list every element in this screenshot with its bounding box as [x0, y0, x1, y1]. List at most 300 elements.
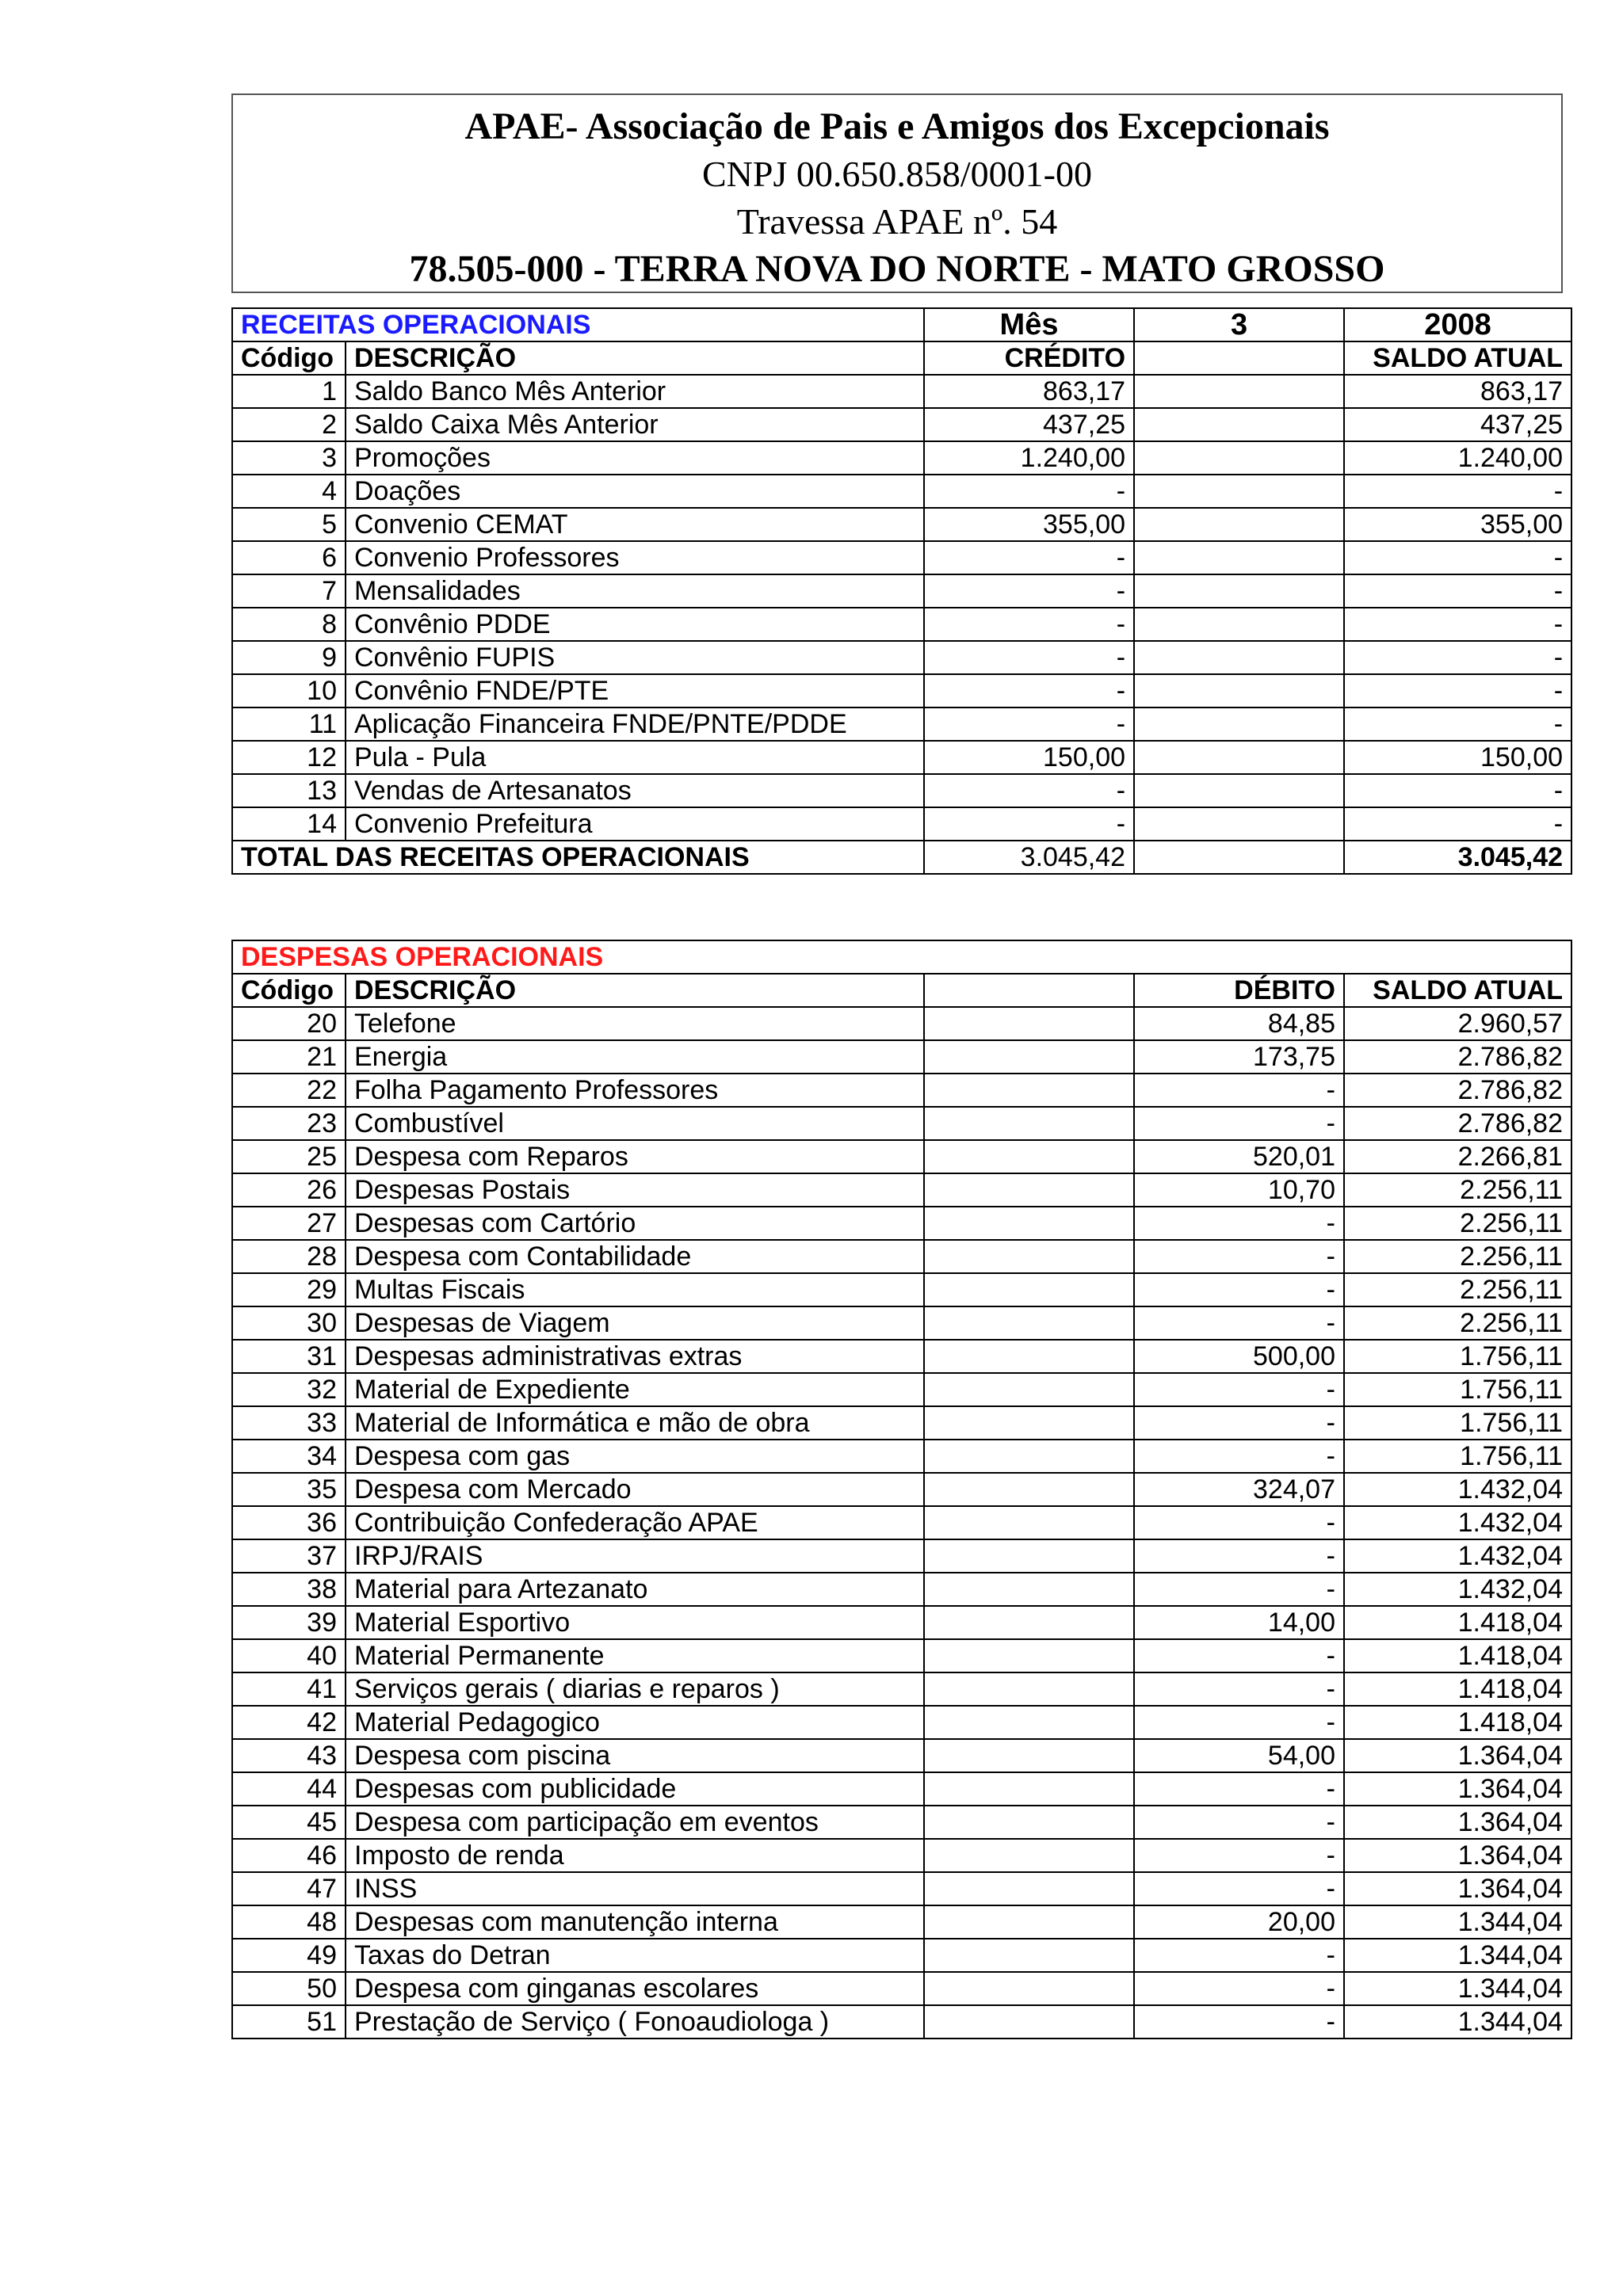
descricao-cell: Taxas do Detran: [346, 1939, 924, 1972]
descricao-cell: Despesa com piscina: [346, 1739, 924, 1772]
debito-cell: -: [1134, 1273, 1344, 1306]
descricao-cell: Prestação de Serviço ( Fonoaudiologa ): [346, 2005, 924, 2039]
debito-cell: 84,85: [1134, 1007, 1344, 1040]
descricao-cell: Combustível: [346, 1107, 924, 1140]
empty-cell: [924, 1506, 1134, 1539]
saldo-cell: 1.364,04: [1344, 1839, 1571, 1872]
codigo-cell: 5: [232, 508, 346, 541]
debito-cell: -: [1134, 1672, 1344, 1706]
descricao-cell: Despesas Postais: [346, 1173, 924, 1207]
empty-cell: [1134, 408, 1344, 441]
empty-cell: [924, 1207, 1134, 1240]
credito-cell: -: [924, 541, 1134, 574]
saldo-cell: 1.432,04: [1344, 1573, 1571, 1606]
saldo-cell: 1.344,04: [1344, 1905, 1571, 1939]
codigo-cell: 45: [232, 1806, 346, 1839]
table-row: [232, 1905, 1571, 1939]
saldo-cell: 355,00: [1344, 508, 1571, 541]
codigo-cell: 33: [232, 1406, 346, 1440]
saldo-cell: 437,25: [1344, 408, 1571, 441]
table-row: [232, 1573, 1571, 1606]
descricao-cell: Convenio Professores: [346, 541, 924, 574]
debito-cell: -: [1134, 1939, 1344, 1972]
table-row: [232, 1340, 1571, 1373]
empty-cell: [924, 1606, 1134, 1639]
saldo-cell: 2.266,81: [1344, 1140, 1571, 1173]
credito-cell: -: [924, 475, 1134, 508]
col-saldo: SALDO ATUAL: [1344, 974, 1571, 1007]
debito-cell: -: [1134, 1539, 1344, 1573]
descricao-cell: Convênio PDDE: [346, 608, 924, 641]
saldo-cell: 1.418,04: [1344, 1672, 1571, 1706]
saldo-cell: -: [1344, 674, 1571, 707]
empty-cell: [1134, 475, 1344, 508]
empty-cell: [924, 1839, 1134, 1872]
total-label: TOTAL DAS RECEITAS OPERACIONAIS: [232, 841, 924, 874]
empty-cell: [924, 1040, 1134, 1074]
empty-cell: [924, 1739, 1134, 1772]
descricao-cell: Saldo Banco Mês Anterior: [346, 375, 924, 408]
empty-cell: [924, 1107, 1134, 1140]
empty-cell: [924, 1806, 1134, 1839]
descricao-cell: Despesas com publicidade: [346, 1772, 924, 1806]
debito-cell: -: [1134, 1573, 1344, 1606]
table-row: [232, 1972, 1571, 2005]
empty-cell: [924, 1972, 1134, 2005]
table-row: [232, 1606, 1571, 1639]
codigo-cell: 31: [232, 1340, 346, 1373]
table-row: [232, 2005, 1571, 2039]
table-row: [232, 1107, 1571, 1140]
codigo-cell: 25: [232, 1140, 346, 1173]
saldo-cell: -: [1344, 807, 1571, 841]
empty-cell: [924, 1473, 1134, 1506]
credito-cell: 1.240,00: [924, 441, 1134, 475]
saldo-cell: 1.756,11: [1344, 1340, 1571, 1373]
descricao-cell: Saldo Caixa Mês Anterior: [346, 408, 924, 441]
codigo-cell: 13: [232, 774, 346, 807]
debito-cell: -: [1134, 1240, 1344, 1273]
total-credito: 3.045,42: [924, 841, 1134, 874]
table-row: [232, 674, 1571, 707]
month-label: Mês: [924, 308, 1134, 341]
empty-cell: [924, 1074, 1134, 1107]
saldo-cell: 1.364,04: [1344, 1739, 1571, 1772]
codigo-cell: 26: [232, 1173, 346, 1207]
table-row: [232, 1872, 1571, 1905]
credito-cell: -: [924, 807, 1134, 841]
codigo-cell: 36: [232, 1506, 346, 1539]
empty-cell: [924, 1373, 1134, 1406]
saldo-cell: 1.418,04: [1344, 1639, 1571, 1672]
receitas-table: [231, 307, 1572, 875]
descricao-cell: Despesa com gas: [346, 1440, 924, 1473]
descricao-cell: Imposto de renda: [346, 1839, 924, 1872]
empty-cell: [924, 1706, 1134, 1739]
debito-cell: -: [1134, 1406, 1344, 1440]
codigo-cell: 22: [232, 1074, 346, 1107]
debito-cell: 173,75: [1134, 1040, 1344, 1074]
empty-cell: [924, 2005, 1134, 2039]
empty-cell: [1134, 841, 1344, 874]
credito-cell: -: [924, 574, 1134, 608]
descricao-cell: Doações: [346, 475, 924, 508]
descricao-cell: Material de Informática e mão de obra: [346, 1406, 924, 1440]
debito-cell: -: [1134, 1440, 1344, 1473]
descricao-cell: Convênio FUPIS: [346, 641, 924, 674]
credito-cell: -: [924, 774, 1134, 807]
codigo-cell: 28: [232, 1240, 346, 1273]
empty-cell: [1134, 375, 1344, 408]
saldo-cell: 1.432,04: [1344, 1473, 1571, 1506]
empty-cell: [924, 1939, 1134, 1972]
codigo-cell: 10: [232, 674, 346, 707]
debito-cell: -: [1134, 1306, 1344, 1340]
table-row: [232, 1539, 1571, 1573]
codigo-cell: 48: [232, 1905, 346, 1939]
empty-cell: [1134, 341, 1344, 375]
table-row: [232, 1240, 1571, 1273]
codigo-cell: 27: [232, 1207, 346, 1240]
table-row: [232, 641, 1571, 674]
saldo-cell: -: [1344, 541, 1571, 574]
table-row: [232, 1040, 1571, 1074]
table-row: [232, 1306, 1571, 1340]
saldo-cell: 1.344,04: [1344, 1939, 1571, 1972]
codigo-cell: 38: [232, 1573, 346, 1606]
table-row: [232, 1373, 1571, 1406]
debito-cell: 500,00: [1134, 1340, 1344, 1373]
descricao-cell: Convenio CEMAT: [346, 508, 924, 541]
empty-cell: [1134, 608, 1344, 641]
credito-cell: 355,00: [924, 508, 1134, 541]
codigo-cell: 34: [232, 1440, 346, 1473]
table-row: [232, 1007, 1571, 1040]
table-row: [232, 541, 1571, 574]
table-row: [232, 375, 1571, 408]
codigo-cell: 1: [232, 375, 346, 408]
empty-cell: [924, 1772, 1134, 1806]
empty-cell: [924, 1872, 1134, 1905]
debito-cell: -: [1134, 1373, 1344, 1406]
credito-cell: 150,00: [924, 741, 1134, 774]
debito-cell: 54,00: [1134, 1739, 1344, 1772]
codigo-cell: 29: [232, 1273, 346, 1306]
table-row: [232, 1939, 1571, 1972]
descricao-cell: Despesas com manutenção interna: [346, 1905, 924, 1939]
empty-cell: [924, 1539, 1134, 1573]
debito-cell: 10,70: [1134, 1173, 1344, 1207]
credito-cell: 437,25: [924, 408, 1134, 441]
empty-cell: [924, 1173, 1134, 1207]
codigo-cell: 41: [232, 1672, 346, 1706]
codigo-cell: 32: [232, 1373, 346, 1406]
codigo-cell: 44: [232, 1772, 346, 1806]
saldo-cell: 2.256,11: [1344, 1207, 1571, 1240]
address: Travessa APAE nº. 54: [736, 201, 1058, 242]
debito-cell: -: [1134, 1639, 1344, 1672]
codigo-cell: 20: [232, 1007, 346, 1040]
saldo-cell: 2.256,11: [1344, 1240, 1571, 1273]
empty-cell: [924, 1573, 1134, 1606]
descricao-cell: INSS: [346, 1872, 924, 1905]
codigo-cell: 39: [232, 1606, 346, 1639]
debito-cell: -: [1134, 1107, 1344, 1140]
debito-cell: -: [1134, 2005, 1344, 2039]
descricao-cell: Material Esportivo: [346, 1606, 924, 1639]
codigo-cell: 9: [232, 641, 346, 674]
saldo-cell: -: [1344, 574, 1571, 608]
debito-cell: -: [1134, 1806, 1344, 1839]
codigo-cell: 37: [232, 1539, 346, 1573]
codigo-cell: 7: [232, 574, 346, 608]
empty-cell: [924, 1406, 1134, 1440]
empty-cell: [924, 1639, 1134, 1672]
empty-cell: [924, 1440, 1134, 1473]
codigo-cell: 14: [232, 807, 346, 841]
table-row: [232, 1672, 1571, 1706]
codigo-cell: 47: [232, 1872, 346, 1905]
empty-cell: [924, 1140, 1134, 1173]
credito-cell: -: [924, 641, 1134, 674]
despesas-title: DESPESAS OPERACIONAIS: [232, 940, 1571, 974]
table-row: [232, 1406, 1571, 1440]
table-row: [232, 1273, 1571, 1306]
empty-cell: [1134, 807, 1344, 841]
saldo-cell: 2.960,57: [1344, 1007, 1571, 1040]
saldo-cell: 1.364,04: [1344, 1806, 1571, 1839]
empty-cell: [924, 1240, 1134, 1273]
debito-cell: -: [1134, 1772, 1344, 1806]
table-row: [232, 508, 1571, 541]
table-row: [232, 707, 1571, 741]
descricao-cell: Material Permanente: [346, 1639, 924, 1672]
codigo-cell: 42: [232, 1706, 346, 1739]
table-row: [232, 475, 1571, 508]
descricao-cell: Folha Pagamento Professores: [346, 1074, 924, 1107]
saldo-cell: 863,17: [1344, 375, 1571, 408]
saldo-cell: 1.240,00: [1344, 441, 1571, 475]
saldo-cell: 1.756,11: [1344, 1373, 1571, 1406]
table-row: [232, 1440, 1571, 1473]
descricao-cell: IRPJ/RAIS: [346, 1539, 924, 1573]
table-row: [232, 1639, 1571, 1672]
month-value: 3: [1134, 308, 1344, 341]
saldo-cell: 150,00: [1344, 741, 1571, 774]
empty-cell: [1134, 707, 1344, 741]
codigo-cell: 12: [232, 741, 346, 774]
empty-cell: [924, 974, 1134, 1007]
empty-cell: [924, 1340, 1134, 1373]
descricao-cell: Despesa com Mercado: [346, 1473, 924, 1506]
credito-cell: -: [924, 707, 1134, 741]
empty-cell: [924, 1905, 1134, 1939]
empty-cell: [924, 1672, 1134, 1706]
empty-cell: [1134, 541, 1344, 574]
codigo-cell: 30: [232, 1306, 346, 1340]
saldo-cell: 2.786,82: [1344, 1107, 1571, 1140]
saldo-cell: -: [1344, 707, 1571, 741]
saldo-cell: -: [1344, 641, 1571, 674]
descricao-cell: Vendas de Artesanatos: [346, 774, 924, 807]
table-row: [232, 408, 1571, 441]
document-header: [231, 93, 1563, 293]
descricao-cell: Convenio Prefeitura: [346, 807, 924, 841]
saldo-cell: 1.418,04: [1344, 1706, 1571, 1739]
empty-cell: [924, 1273, 1134, 1306]
table-row: [232, 574, 1571, 608]
saldo-cell: -: [1344, 608, 1571, 641]
city: 78.505-000 - TERRA NOVA DO NORTE - MATO GROSSO: [409, 248, 1385, 290]
col-descricao: DESCRIÇÃO: [346, 341, 924, 375]
org-name: APAE- Associação de Pais e Amigos dos Excepcionais: [464, 105, 1330, 147]
descricao-cell: Energia: [346, 1040, 924, 1074]
total-saldo: 3.045,42: [1344, 841, 1571, 874]
saldo-cell: 2.786,82: [1344, 1040, 1571, 1074]
descricao-cell: Convênio FNDE/PTE: [346, 674, 924, 707]
codigo-cell: 49: [232, 1939, 346, 1972]
descricao-cell: Mensalidades: [346, 574, 924, 608]
despesas-header-row: [232, 974, 1571, 1007]
saldo-cell: 1.756,11: [1344, 1440, 1571, 1473]
codigo-cell: 21: [232, 1040, 346, 1074]
debito-cell: -: [1134, 1839, 1344, 1872]
descricao-cell: Material de Expediente: [346, 1373, 924, 1406]
empty-cell: [1134, 508, 1344, 541]
table-row: [232, 1839, 1571, 1872]
empty-cell: [1134, 741, 1344, 774]
table-row: [232, 1506, 1571, 1539]
codigo-cell: 40: [232, 1639, 346, 1672]
saldo-cell: -: [1344, 475, 1571, 508]
empty-cell: [1134, 641, 1344, 674]
saldo-cell: 1.756,11: [1344, 1406, 1571, 1440]
codigo-cell: 4: [232, 475, 346, 508]
table-row: [232, 1140, 1571, 1173]
descricao-cell: Despesa com Contabilidade: [346, 1240, 924, 1273]
codigo-cell: 23: [232, 1107, 346, 1140]
descricao-cell: Telefone: [346, 1007, 924, 1040]
debito-cell: -: [1134, 1706, 1344, 1739]
year-value: 2008: [1344, 308, 1571, 341]
debito-cell: -: [1134, 1872, 1344, 1905]
descricao-cell: Despesas com Cartório: [346, 1207, 924, 1240]
debito-cell: 324,07: [1134, 1473, 1344, 1506]
empty-cell: [1134, 774, 1344, 807]
receitas-total-row: [232, 841, 1571, 874]
debito-cell: 14,00: [1134, 1606, 1344, 1639]
debito-cell: -: [1134, 1972, 1344, 2005]
table-row: [232, 608, 1571, 641]
receitas-header-row: [232, 341, 1571, 375]
descricao-cell: Promoções: [346, 441, 924, 475]
table-row: [232, 1173, 1571, 1207]
debito-cell: -: [1134, 1074, 1344, 1107]
saldo-cell: 1.344,04: [1344, 2005, 1571, 2039]
table-row: [232, 1074, 1571, 1107]
saldo-cell: 2.256,11: [1344, 1273, 1571, 1306]
credito-cell: -: [924, 608, 1134, 641]
debito-cell: -: [1134, 1506, 1344, 1539]
saldo-cell: 1.432,04: [1344, 1539, 1571, 1573]
table-row: [232, 1207, 1571, 1240]
despesas-title-row: [232, 940, 1571, 974]
credito-cell: -: [924, 674, 1134, 707]
receitas-title: RECEITAS OPERACIONAIS: [232, 308, 924, 341]
saldo-cell: 2.786,82: [1344, 1074, 1571, 1107]
table-row: [232, 1806, 1571, 1839]
saldo-cell: 1.418,04: [1344, 1606, 1571, 1639]
table-row: [232, 441, 1571, 475]
col-codigo: Código: [232, 341, 346, 375]
codigo-cell: 3: [232, 441, 346, 475]
descricao-cell: Despesas de Viagem: [346, 1306, 924, 1340]
table-row: [232, 807, 1571, 841]
codigo-cell: 35: [232, 1473, 346, 1506]
codigo-cell: 2: [232, 408, 346, 441]
codigo-cell: 50: [232, 1972, 346, 2005]
col-debito: DÉBITO: [1134, 974, 1344, 1007]
descricao-cell: Pula - Pula: [346, 741, 924, 774]
descricao-cell: Despesa com Reparos: [346, 1140, 924, 1173]
table-row: [232, 774, 1571, 807]
empty-cell: [1134, 441, 1344, 475]
table-row: [232, 741, 1571, 774]
table-row: [232, 1473, 1571, 1506]
descricao-cell: Serviços gerais ( diarias e reparos ): [346, 1672, 924, 1706]
descricao-cell: Aplicação Financeira FNDE/PNTE/PDDE: [346, 707, 924, 741]
debito-cell: 20,00: [1134, 1905, 1344, 1939]
empty-cell: [1134, 674, 1344, 707]
saldo-cell: 2.256,11: [1344, 1173, 1571, 1207]
despesas-table: [231, 940, 1572, 2039]
table-row: [232, 1772, 1571, 1806]
saldo-cell: -: [1344, 774, 1571, 807]
saldo-cell: 1.432,04: [1344, 1506, 1571, 1539]
codigo-cell: 11: [232, 707, 346, 741]
debito-cell: 520,01: [1134, 1140, 1344, 1173]
table-row: [232, 1739, 1571, 1772]
col-codigo: Código: [232, 974, 346, 1007]
descricao-cell: Material Pedagogico: [346, 1706, 924, 1739]
descricao-cell: Despesas administrativas extras: [346, 1340, 924, 1373]
descricao-cell: Despesa com ginganas escolares: [346, 1972, 924, 2005]
descricao-cell: Despesa com participação em eventos: [346, 1806, 924, 1839]
cnpj: CNPJ 00.650.858/0001-00: [702, 154, 1092, 194]
col-credito: CRÉDITO: [924, 341, 1134, 375]
empty-cell: [924, 1007, 1134, 1040]
col-saldo: SALDO ATUAL: [1344, 341, 1571, 375]
debito-cell: -: [1134, 1207, 1344, 1240]
descricao-cell: Contribuição Confederação APAE: [346, 1506, 924, 1539]
descricao-cell: Multas Fiscais: [346, 1273, 924, 1306]
col-descricao: DESCRIÇÃO: [346, 974, 924, 1007]
empty-cell: [924, 1306, 1134, 1340]
saldo-cell: 1.344,04: [1344, 1972, 1571, 2005]
credito-cell: 863,17: [924, 375, 1134, 408]
saldo-cell: 1.364,04: [1344, 1872, 1571, 1905]
codigo-cell: 43: [232, 1739, 346, 1772]
codigo-cell: 8: [232, 608, 346, 641]
codigo-cell: 51: [232, 2005, 346, 2039]
codigo-cell: 46: [232, 1839, 346, 1872]
receitas-title-row: [232, 308, 1571, 341]
saldo-cell: 2.256,11: [1344, 1306, 1571, 1340]
empty-cell: [1134, 574, 1344, 608]
descricao-cell: Material para Artezanato: [346, 1573, 924, 1606]
table-row: [232, 1706, 1571, 1739]
codigo-cell: 6: [232, 541, 346, 574]
